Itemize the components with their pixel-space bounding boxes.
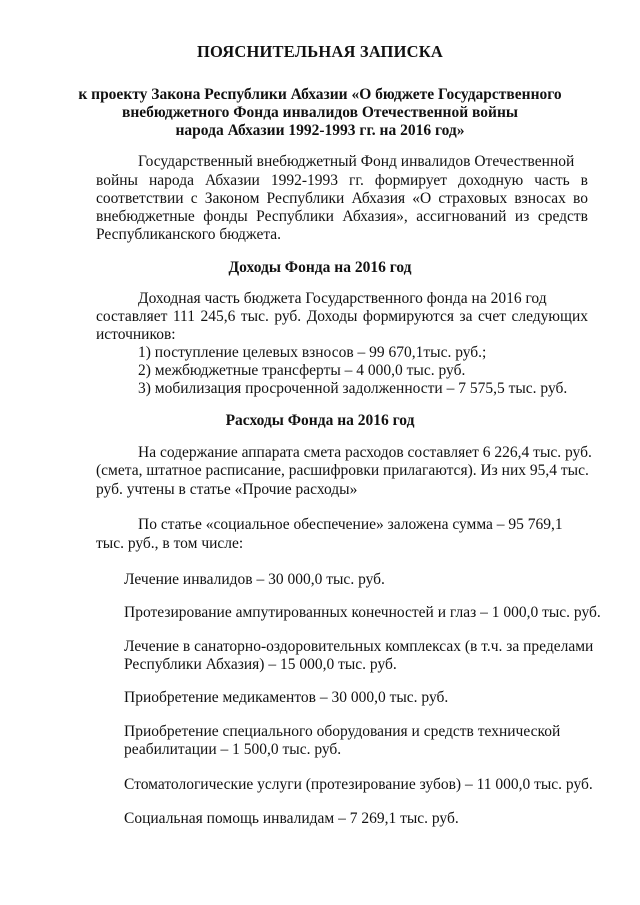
item-medicines: Приобретение медикаментов – 30 000,0 тыс. руб. <box>124 689 449 706</box>
apparatus-line-3: руб. учтены в статье «Прочие расходы» <box>96 481 358 498</box>
item-dental: Стоматологические услуги (протезирование зубов) – 11 000,0 тыс. руб. <box>124 776 593 793</box>
subtitle-line-1: к проекту Закона Республики Абхазии «О бюджете Государственного <box>78 86 562 103</box>
income-line-2: составляет 111 245,6 тыс. руб. Доходы формируются за счет следующих <box>96 308 588 325</box>
income-source-2: 2) межбюджетные трансферты – 4 000,0 тыс. руб. <box>138 362 466 379</box>
income-line-3: источников: <box>96 326 176 343</box>
item-social-help: Социальная помощь инвалидам – 7 269,1 тыс. руб. <box>124 810 459 827</box>
intro-line-4: внебюджетные фонды Республики Абхазия», ассигнований из средств <box>96 208 588 225</box>
intro-line-1: Государственный внебюджетный Фонд инвалидов Отечественной <box>138 153 575 170</box>
income-line-1: Доходная часть бюджета Государственного фонда на 2016 год <box>138 290 547 307</box>
document-title: ПОЯСНИТЕЛЬНАЯ ЗАПИСКА <box>196 42 443 61</box>
item-equipment-line-2: реабилитации – 1 500,0 тыс. руб. <box>124 741 342 758</box>
intro-line-5: Республиканского бюджета. <box>96 226 282 243</box>
intro-line-3: соответствии с Законом Республики Абхазия «О страховых взносах во <box>96 190 588 207</box>
subtitle-line-3: народа Абхазии 1992-1993 гг. на 2016 год» <box>175 122 465 139</box>
social-line-2: тыс. руб., в том числе: <box>96 535 244 552</box>
expense-heading: Расходы Фонда на 2016 год <box>225 412 415 429</box>
income-source-1: 1) поступление целевых взносов – 99 670,1тыс. руб.; <box>138 344 487 361</box>
apparatus-line-2: (смета, штатное расписание, расшифровки прилагаются). Из них 95,4 тыс. <box>96 462 589 479</box>
item-prosthetics: Протезирование ампутированных конечностей и глаз – 1 000,0 тыс. руб. <box>124 604 601 621</box>
item-equipment-line-1: Приобретение специального оборудования и средств технической <box>124 723 561 740</box>
income-heading: Доходы Фонда на 2016 год <box>228 259 412 276</box>
apparatus-line-1: На содержание аппарата смета расходов составляет 6 226,4 тыс. руб. <box>138 444 592 461</box>
social-line-1: По статье «социальное обеспечение» заложена сумма – 95 769,1 <box>138 516 563 533</box>
subtitle-line-2: внебюджетного Фонда инвалидов Отечественной войны <box>122 104 518 121</box>
intro-line-2: войны народа Абхазии 1992-1993 гг. формирует доходную часть в <box>96 172 588 189</box>
item-sanatorium-line-1: Лечение в санаторно-оздоровительных комплексах (в т.ч. за пределами <box>124 638 594 655</box>
item-sanatorium-line-2: Республики Абхазия) – 15 000,0 тыс. руб. <box>124 656 397 673</box>
item-treatment: Лечение инвалидов – 30 000,0 тыс. руб. <box>124 571 385 588</box>
income-source-3: 3) мобилизация просроченной задолженности – 7 575,5 тыс. руб. <box>138 380 568 397</box>
